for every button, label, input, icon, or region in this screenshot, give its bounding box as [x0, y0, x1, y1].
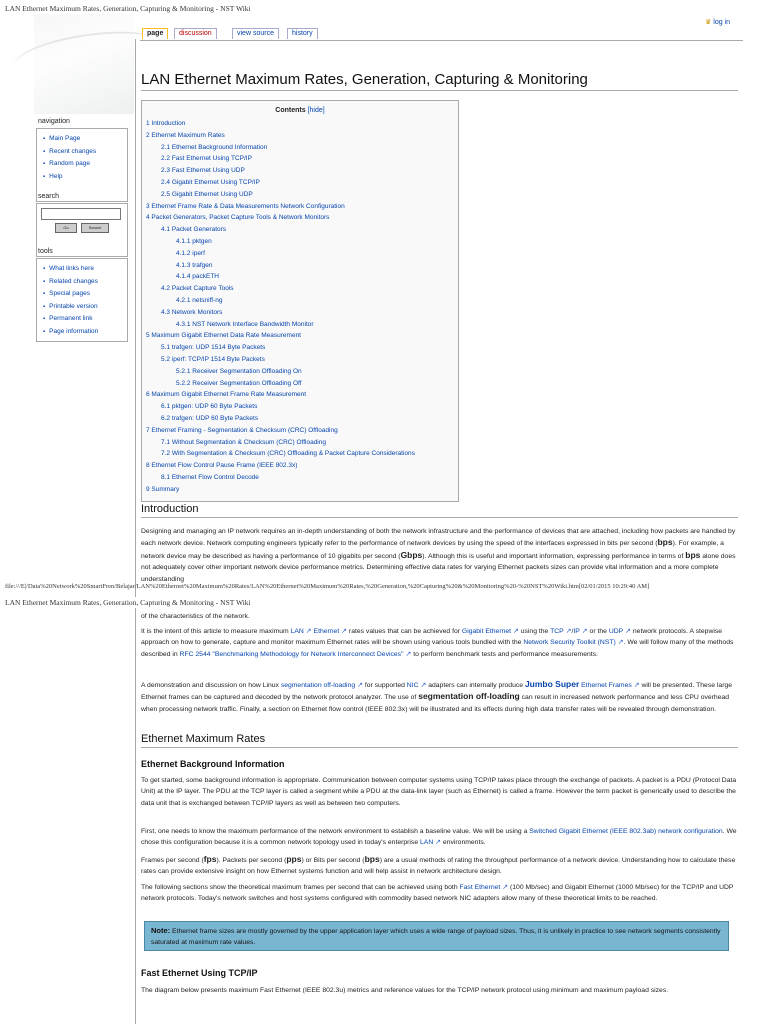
fast-ethernet-tcpip-heading: Fast Ethernet Using TCP/IP: [141, 968, 258, 978]
switched-gigabit-link[interactable]: Switched Gigabit Ethernet (IEEE 802.3ab) network configuration: [529, 828, 723, 835]
tab-view-source[interactable]: view source: [232, 28, 279, 39]
toc-item[interactable]: 9 Summary: [146, 485, 180, 493]
wiki-logo[interactable]: [34, 14, 134, 114]
nst-link[interactable]: Network Security Toolkit (NST) ↗: [523, 639, 623, 646]
toc-item[interactable]: 2.3 Fast Ethernet Using UDP: [161, 167, 245, 175]
ethernet-maximum-rates-heading: Ethernet Maximum Rates: [141, 733, 738, 748]
toc-item[interactable]: 5.2.1 Receiver Segmentation Offloading On: [176, 367, 302, 375]
intro-paragraph-2: It is the intent of this article to measure maximum LAN ↗ Ethernet ↗ rates values that can be achieved for Gigabit Ethernet ↗ using the TCP ↗ /IP ↗ or the UDP ↗ network protocols. A stepwise approach on how to generate, capture and monitor maximum Ethernet rates will be shown using various tools bundled with the Network Security Toolkit (NST) ↗ . We will follow many of the methods described in RFC 2544 "Benchmarking Methodology for Network Interconnect Devices" ↗ to perform benchmark tests and performance measurements.: [141, 626, 738, 660]
tools-printable-version[interactable]: ▪ Printable version: [43, 301, 127, 314]
gigabit-ethernet-link[interactable]: Gigabit Ethernet ↗: [462, 628, 519, 635]
jumbo-super-link[interactable]: Jumbo Super: [524, 679, 580, 689]
lan-link[interactable]: LAN ↗: [291, 628, 312, 635]
tab-bar: [140, 14, 743, 41]
table-of-contents: [141, 100, 459, 502]
nic-link[interactable]: NIC ↗: [407, 682, 427, 689]
udp-link[interactable]: UDP ↗: [609, 628, 631, 635]
toc-item[interactable]: 6.2 trafgen: UDP 60 Byte Packets: [161, 414, 259, 422]
toc-item[interactable]: 6.1 pktgen: UDP 60 Byte Packets: [161, 403, 258, 411]
introduction-heading: Introduction: [141, 503, 738, 518]
toc-hide-link[interactable]: [hide]: [307, 107, 325, 114]
search-button[interactable]: Search: [81, 223, 109, 233]
nav-help[interactable]: ▪ Help: [43, 171, 127, 184]
toc-item[interactable]: 4 Packet Generators, Packet Capture Tools & Network Monitors: [146, 214, 330, 222]
background-paragraph-1: To get started, some background information is appropriate. Communication between computer systems using TCP/IP takes place through the exchange of packets. A packet is a PDU (Protocol Data Unit) at the IP layer. The PDU at the TCP layer is called a segment while a PDU at the data-link layer (such as Ethernet) is called a frame. However the term packet is generically used to describe the data unit that is exchanged between TCP/IP layers as well as between two computers.: [141, 777, 737, 807]
rfc2544-link[interactable]: RFC 2544 "Benchmarking Methodology for Network Interconnect Devices" ↗: [180, 651, 412, 658]
page-two: [0, 608, 768, 1024]
note-box: [144, 921, 729, 951]
background-paragraph-2: First, one needs to know the maximum performance of the network environment to establish a baseline value. We will be using a Switched Gigabit Ethernet (IEEE 802.3ab) network configuration. We chose this configuration because it is a common network topology used in today's enterprise LAN ↗ environments.: [141, 826, 738, 849]
toc-item[interactable]: 3 Ethernet Frame Rate & Data Measurements Network Configuration: [146, 202, 345, 210]
toc-item[interactable]: 4.3 Network Monitors: [161, 308, 223, 316]
note-label: Note:: [151, 926, 171, 935]
login-link[interactable]: [705, 18, 730, 26]
toc-item[interactable]: 4.1 Packet Generators: [161, 226, 227, 234]
toc-item[interactable]: 2.4 Gigabit Ethernet Using TCP/IP: [161, 178, 260, 186]
intro-paragraph-1: Designing and managing an IP network requires an in-depth understanding of both the network infrastructure and the performance of devices that are attached, including how packets are handled by each network device. Network computing engineers typically refer to the performance of network devices by using the speed of the interfaces expressed in bits per second (bps). For example, a network device may be described as having a performance of 10 gigabits per second (Gbps). Although this is useful and important information, expressing performance in terms of bps alone does not adequately cover other important network device performance metrics. Determining effective data rates for varying Ethernet packets sizes can provide vital information and a more complete understanding: [141, 528, 736, 583]
toc-list: [142, 118, 458, 496]
background-paragraph-4: The following sections show the theoretical maximum frames per second that can be achieved using both Fast Ethernet ↗ (100 Mb/sec) and Gigabit Ethernet (1000 Mb/sec) for the TCP/IP and UDP network protocols. Today's network switches and host systems configured with commodity based network NIC adapters allow many of these theoretical limits to be reached.: [141, 882, 738, 905]
intro-paragraph-3: A demonstration and discussion on how Linux segmentation off-loading ↗ for supported NIC ↗ adapters can internally produce Jumbo Super Ethernet Frames ↗ will be presented. These large Ethernet frames can be captured and decoded by the network protocol analyzer. The use of segmentation off-loading can result in increased network performance and less CPU overhead when processing network traffic. Finally, a section on Ethernet flow control (IEEE 802.3x) will be illustrated and its effects during high data transfer rates will be revealed through demonstration.: [141, 679, 738, 715]
toc-item[interactable]: 5.2.2 Receiver Segmentation Offloading Off: [176, 379, 302, 387]
intro-paragraph-1-cont: of the characteristics of the network.: [141, 613, 250, 620]
nav-random-page[interactable]: ▪ Random page: [43, 158, 127, 171]
navigation-portlet: [36, 128, 128, 202]
nav-recent-changes[interactable]: ▪ Recent changes: [43, 146, 127, 159]
toc-heading: Contents: [275, 107, 306, 114]
tools-portlet: [36, 258, 128, 342]
toc-item[interactable]: 7.1 Without Segmentation & Checksum (CRC) Offloading: [161, 438, 326, 446]
print-header-2: LAN Ethernet Maximum Rates, Generation, Capturing & Monitoring - NST Wiki: [5, 598, 251, 607]
search-input[interactable]: [41, 208, 121, 220]
toc-item[interactable]: 7 Ethernet Framing - Segmentation & Checksum (CRC) Offloading: [146, 426, 338, 434]
tab-history[interactable]: history: [287, 28, 318, 39]
go-button[interactable]: Go: [55, 223, 77, 233]
tab-page[interactable]: page: [142, 28, 168, 39]
toc-item[interactable]: 5 Maximum Gigabit Ethernet Data Rate Measurement: [146, 332, 301, 340]
note-text: Ethernet frame sizes are mostly governed by the upper application layer which uses a wide range of payload sizes. Thus, it is unlikely in practice to see network segments consistently saturated at maximum rate values.: [151, 928, 721, 946]
ethernet-frames-link[interactable]: Ethernet Frames ↗: [581, 682, 639, 689]
fast-ethernet-link[interactable]: Fast Ethernet ↗: [460, 884, 509, 891]
tools-permanent-link[interactable]: ▪ Permanent link: [43, 313, 127, 326]
tools-related-changes[interactable]: ▪ Related changes: [43, 276, 127, 289]
user-icon: ♛: [705, 19, 712, 26]
ethernet-background-heading: Ethernet Background Information: [141, 759, 285, 769]
toc-item[interactable]: 8 Ethernet Flow Control Pause Frame (IEEE 802.3x): [146, 462, 298, 470]
navigation-heading: navigation: [38, 118, 70, 125]
page-one: [0, 14, 768, 597]
tools-special-pages[interactable]: ▪ Special pages: [43, 288, 127, 301]
toc-item[interactable]: 4.1.2 iperf: [176, 249, 205, 257]
tcp-link[interactable]: TCP ↗: [550, 628, 571, 635]
segmentation-offloading-link[interactable]: segmentation off-loading ↗: [281, 682, 363, 689]
toc-item[interactable]: 4.2 Packet Capture Tools: [161, 285, 234, 293]
ethernet-link[interactable]: Ethernet ↗: [314, 628, 348, 635]
toc-item[interactable]: 8.1 Ethernet Flow Control Decode: [161, 473, 259, 481]
content-area-2: [135, 608, 743, 1024]
toc-title: [142, 107, 458, 114]
toc-item[interactable]: 7.2 With Segmentation & Checksum (CRC) Offloading & Packet Capture Considerations: [161, 450, 415, 458]
toc-item[interactable]: 4.2.1 netsniff-ng: [176, 296, 223, 304]
tools-page-information[interactable]: ▪ Page information: [43, 326, 127, 339]
fast-ethernet-paragraph: The diagram below presents maximum Fast Ethernet (IEEE 802.3u) metrics and reference values for the TCP/IP network protocol using minimum and maximum payload sizes.: [141, 987, 669, 994]
background-paragraph-3: Frames per second (fps). Packets per second (pps) or Bits per second (bps) are a usual methods of rating the throughput performance of a network device. Understanding how to calculate these rates can provide extensive insight on how Ethernet systems function and will help assist in network architecture design.: [141, 854, 736, 876]
toc-item[interactable]: 5.1 trafgen: UDP 1514 Byte Packets: [161, 344, 266, 352]
toc-item[interactable]: 6 Maximum Gigabit Ethernet Frame Rate Measurement: [146, 391, 307, 399]
lan-link-2[interactable]: LAN ↗: [420, 839, 441, 846]
toc-item[interactable]: 2.5 Gigabit Ethernet Using UDP: [161, 190, 253, 198]
toc-item[interactable]: 1 Introduction: [146, 120, 186, 127]
tools-what-links-here[interactable]: ▪ What links here: [43, 263, 127, 276]
toc-item[interactable]: 4.1.4 packETH: [176, 273, 219, 281]
nav-main-page[interactable]: ▪ Main Page: [43, 133, 127, 146]
search-heading: search: [38, 193, 60, 200]
login-label: log in: [713, 19, 730, 26]
ip-link[interactable]: IP ↗: [573, 628, 587, 635]
toc-item[interactable]: 2 Ethernet Maximum Rates: [146, 131, 225, 139]
tab-discussion[interactable]: discussion: [174, 28, 217, 39]
toc-item[interactable]: 5.2 iperf: TCP/IP 1514 Byte Packets: [161, 355, 265, 363]
page-title: LAN Ethernet Maximum Rates, Generation, Capturing & Monitoring: [141, 71, 738, 91]
tools-heading: tools: [38, 248, 53, 255]
print-header: LAN Ethernet Maximum Rates, Generation, Capturing & Monitoring - NST Wiki: [5, 4, 251, 13]
toc-item[interactable]: 4.1.1 pktgen: [176, 237, 212, 245]
toc-item[interactable]: 2.2 Fast Ethernet Using TCP/IP: [161, 155, 252, 163]
toc-item[interactable]: 4.3.1 NST Network Interface Bandwidth Monitor: [176, 320, 314, 328]
toc-item[interactable]: 4.1.3 trafgen: [176, 261, 213, 269]
content-area: [135, 39, 743, 597]
print-footer: file:///E|/Data%20Network%20SmartFren/Belajar/LAN%20Ethernet%20Maximum%20Rates/LAN%20Ethernet%20Maximum%20Rates,%20Generation,%20Capturing%20&%20Monitoring%20-%20NST%20Wiki.htm[02/01/2015 10:29:40 AM]: [5, 583, 650, 590]
toc-item[interactable]: 2.1 Ethernet Background Information: [161, 143, 268, 151]
